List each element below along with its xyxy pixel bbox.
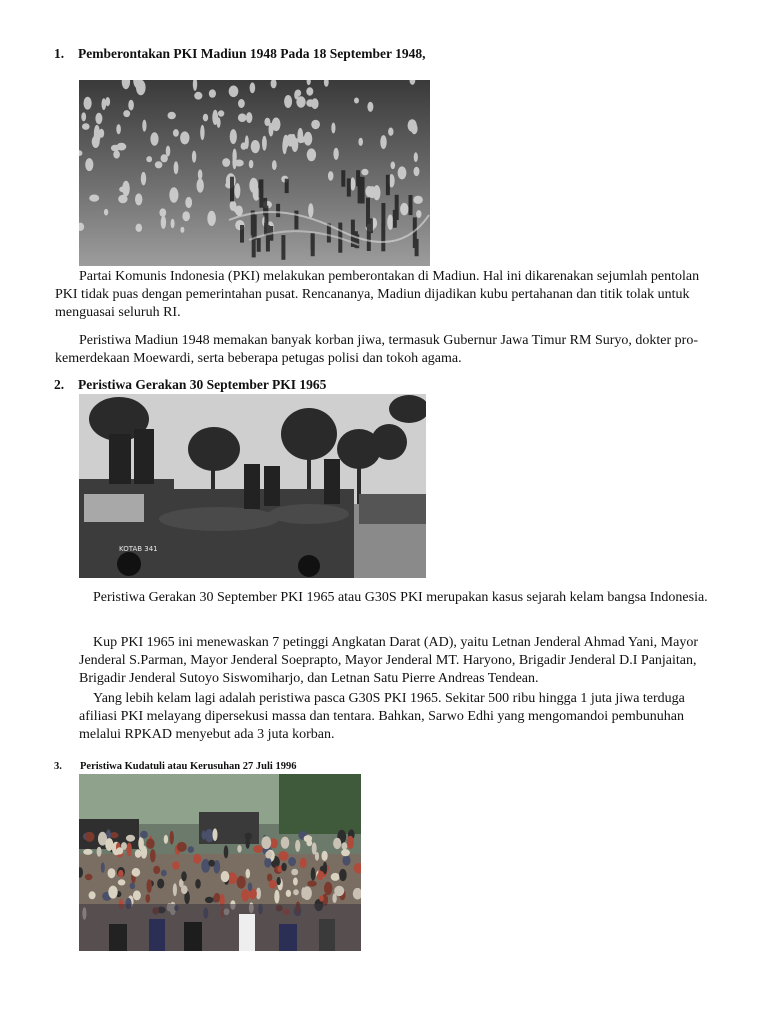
section-2-title: Peristiwa Gerakan 30 September PKI 1965	[78, 377, 327, 392]
section-3-title: Peristiwa Kudatuli atau Kerusuhan 27 Juli 1996	[80, 761, 297, 772]
section-3-number: 3.	[54, 761, 62, 772]
section-1-paragraph-1: Partai Komunis Indonesia (PKI) melakukan pemberontakan di Madiun. Hal ini dikarenakan sejumlah pentolan PKI tidak puas dengan pemerintahan pusat. Rencananya, Madiun dijadikan kubu pertahanan dan titik tolak untuk menguasai seluruh RI.	[55, 269, 700, 320]
section-1-number: 1.	[54, 46, 65, 61]
section-2-number: 2.	[54, 377, 65, 392]
truck-marking: KOTAB 341	[119, 545, 158, 553]
section-2-paragraph-2: Kup PKI 1965 ini menewaskan 7 petinggi Angkatan Darat (AD), yaitu Letnan Jenderal Ahmad Yani, Mayor Jenderal S.Parman, Mayor Jenderal Soeprapto, Mayor Jenderal MT. Haryono, Brigadir Jenderal D.I Panjaitan, Brigadir Jenderal Sutoyo Siswomiharjo, dan Letnan Satu Pierre Andreas Tendean.	[79, 635, 698, 686]
section-2-paragraph-3: Yang lebih kelam lagi adalah peristiwa pasca G30S PKI 1965. Sekitar 500 ribu hingga 1 juta jiwa terduga afiliasi PKI melayang dipersekusi massa dan tentara. Bahkan, Sarwo Edhi yang mengomandoi pembunuhan melalui RPKAD menyebut ada 3 juta korban.	[79, 691, 685, 742]
madiun-1948-photo	[79, 80, 430, 266]
section-1-title: Pemberontakan PKI Madiun 1948 Pada 18 September 1948,	[78, 46, 426, 61]
section-1-paragraph-2: Peristiwa Madiun 1948 memakan banyak korban jiwa, termasuk Gubernur Jawa Timur RM Suryo, dokter pro-kemerdekaan Moewardi, serta beberapa petugas polisi dan tokoh agama.	[55, 333, 699, 366]
kudatuli-1996-photo	[79, 774, 361, 951]
g30s-1965-photo	[79, 394, 426, 578]
section-2-paragraph-1: Peristiwa Gerakan 30 September PKI 1965 atau G30S PKI merupakan kasus sejarah kelam bangsa Indonesia.	[93, 590, 708, 605]
